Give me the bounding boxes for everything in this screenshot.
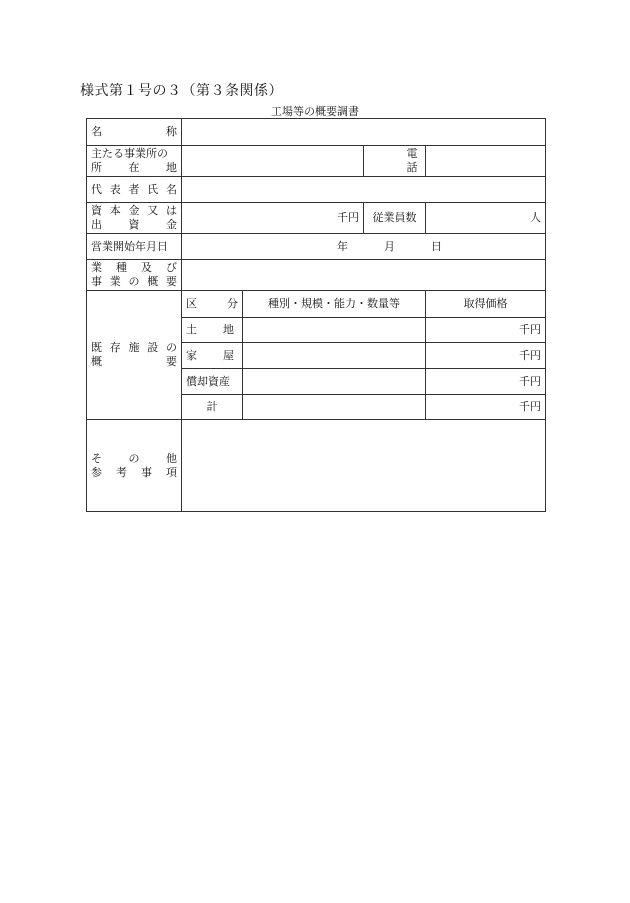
start-date-label: 営業開始年月日	[87, 234, 182, 260]
representative-label: 代 表 者 氏 名	[87, 177, 182, 203]
row-other	[87, 420, 546, 512]
row-business	[87, 260, 546, 291]
building-price-field[interactable]	[426, 343, 546, 369]
total-price-field[interactable]	[426, 395, 546, 420]
business-field[interactable]	[182, 260, 546, 291]
capital-label: 資 本 金 又 は 出 資 金	[87, 203, 182, 234]
representative-field[interactable]	[182, 177, 546, 203]
type-scale-header: 種別・規模・能力・数量等	[243, 291, 426, 318]
other-notes-field[interactable]	[182, 420, 546, 512]
land-type-field[interactable]	[243, 318, 426, 343]
total-price-unit: 千円	[519, 400, 541, 413]
phone-label: 電 話	[364, 146, 426, 177]
year-unit: 年	[337, 239, 348, 253]
acquisition-price-header: 取得価格	[426, 291, 546, 318]
document-title: 工場等の概要調書	[271, 105, 359, 118]
building-type-field[interactable]	[243, 343, 426, 369]
form-number: 様式第１号の３（第３条関係）	[80, 83, 283, 99]
day-unit: 日	[431, 239, 442, 253]
employees-unit: 人	[530, 211, 541, 224]
depreciable-assets-label: 償却資産	[182, 369, 243, 395]
phone-field[interactable]	[426, 146, 546, 177]
row-name	[87, 119, 546, 146]
depreciable-price-field[interactable]	[426, 369, 546, 395]
facilities-label: 既 存 施 設 の 概 要	[87, 291, 182, 420]
land-label: 土 地	[182, 318, 243, 343]
capital-field[interactable]	[182, 203, 364, 234]
start-date-field[interactable]	[182, 234, 546, 260]
land-price-unit: 千円	[519, 323, 541, 336]
row-start-date	[87, 234, 546, 260]
employees-label: 従業員数	[364, 203, 426, 234]
building-label: 家 屋	[182, 343, 243, 369]
name-label: 名 称	[87, 119, 182, 146]
building-price-unit: 千円	[519, 348, 541, 362]
business-label: 業 種 及 び 事 業 の 概 要	[87, 260, 182, 291]
row-representative	[87, 177, 546, 203]
total-type-field[interactable]	[243, 395, 426, 420]
office-location-label: 主たる事業所の 所 在 地	[87, 146, 182, 177]
month-unit: 月	[384, 239, 395, 253]
row-capital	[87, 203, 546, 234]
depreciable-type-field[interactable]	[243, 369, 426, 395]
capital-unit: 千円	[337, 211, 359, 224]
depreciable-price-unit: 千円	[519, 374, 541, 388]
facilities-header-row	[87, 291, 546, 318]
employees-field[interactable]	[426, 203, 546, 234]
summary-form-table	[86, 118, 546, 512]
other-notes-label: そ の 他 参 考 事 項	[87, 420, 182, 512]
name-field[interactable]	[182, 119, 546, 146]
office-location-field[interactable]	[182, 146, 364, 177]
land-price-field[interactable]	[426, 318, 546, 343]
total-label: 計	[182, 395, 243, 420]
row-office	[87, 146, 546, 177]
category-header: 区 分	[182, 291, 243, 318]
